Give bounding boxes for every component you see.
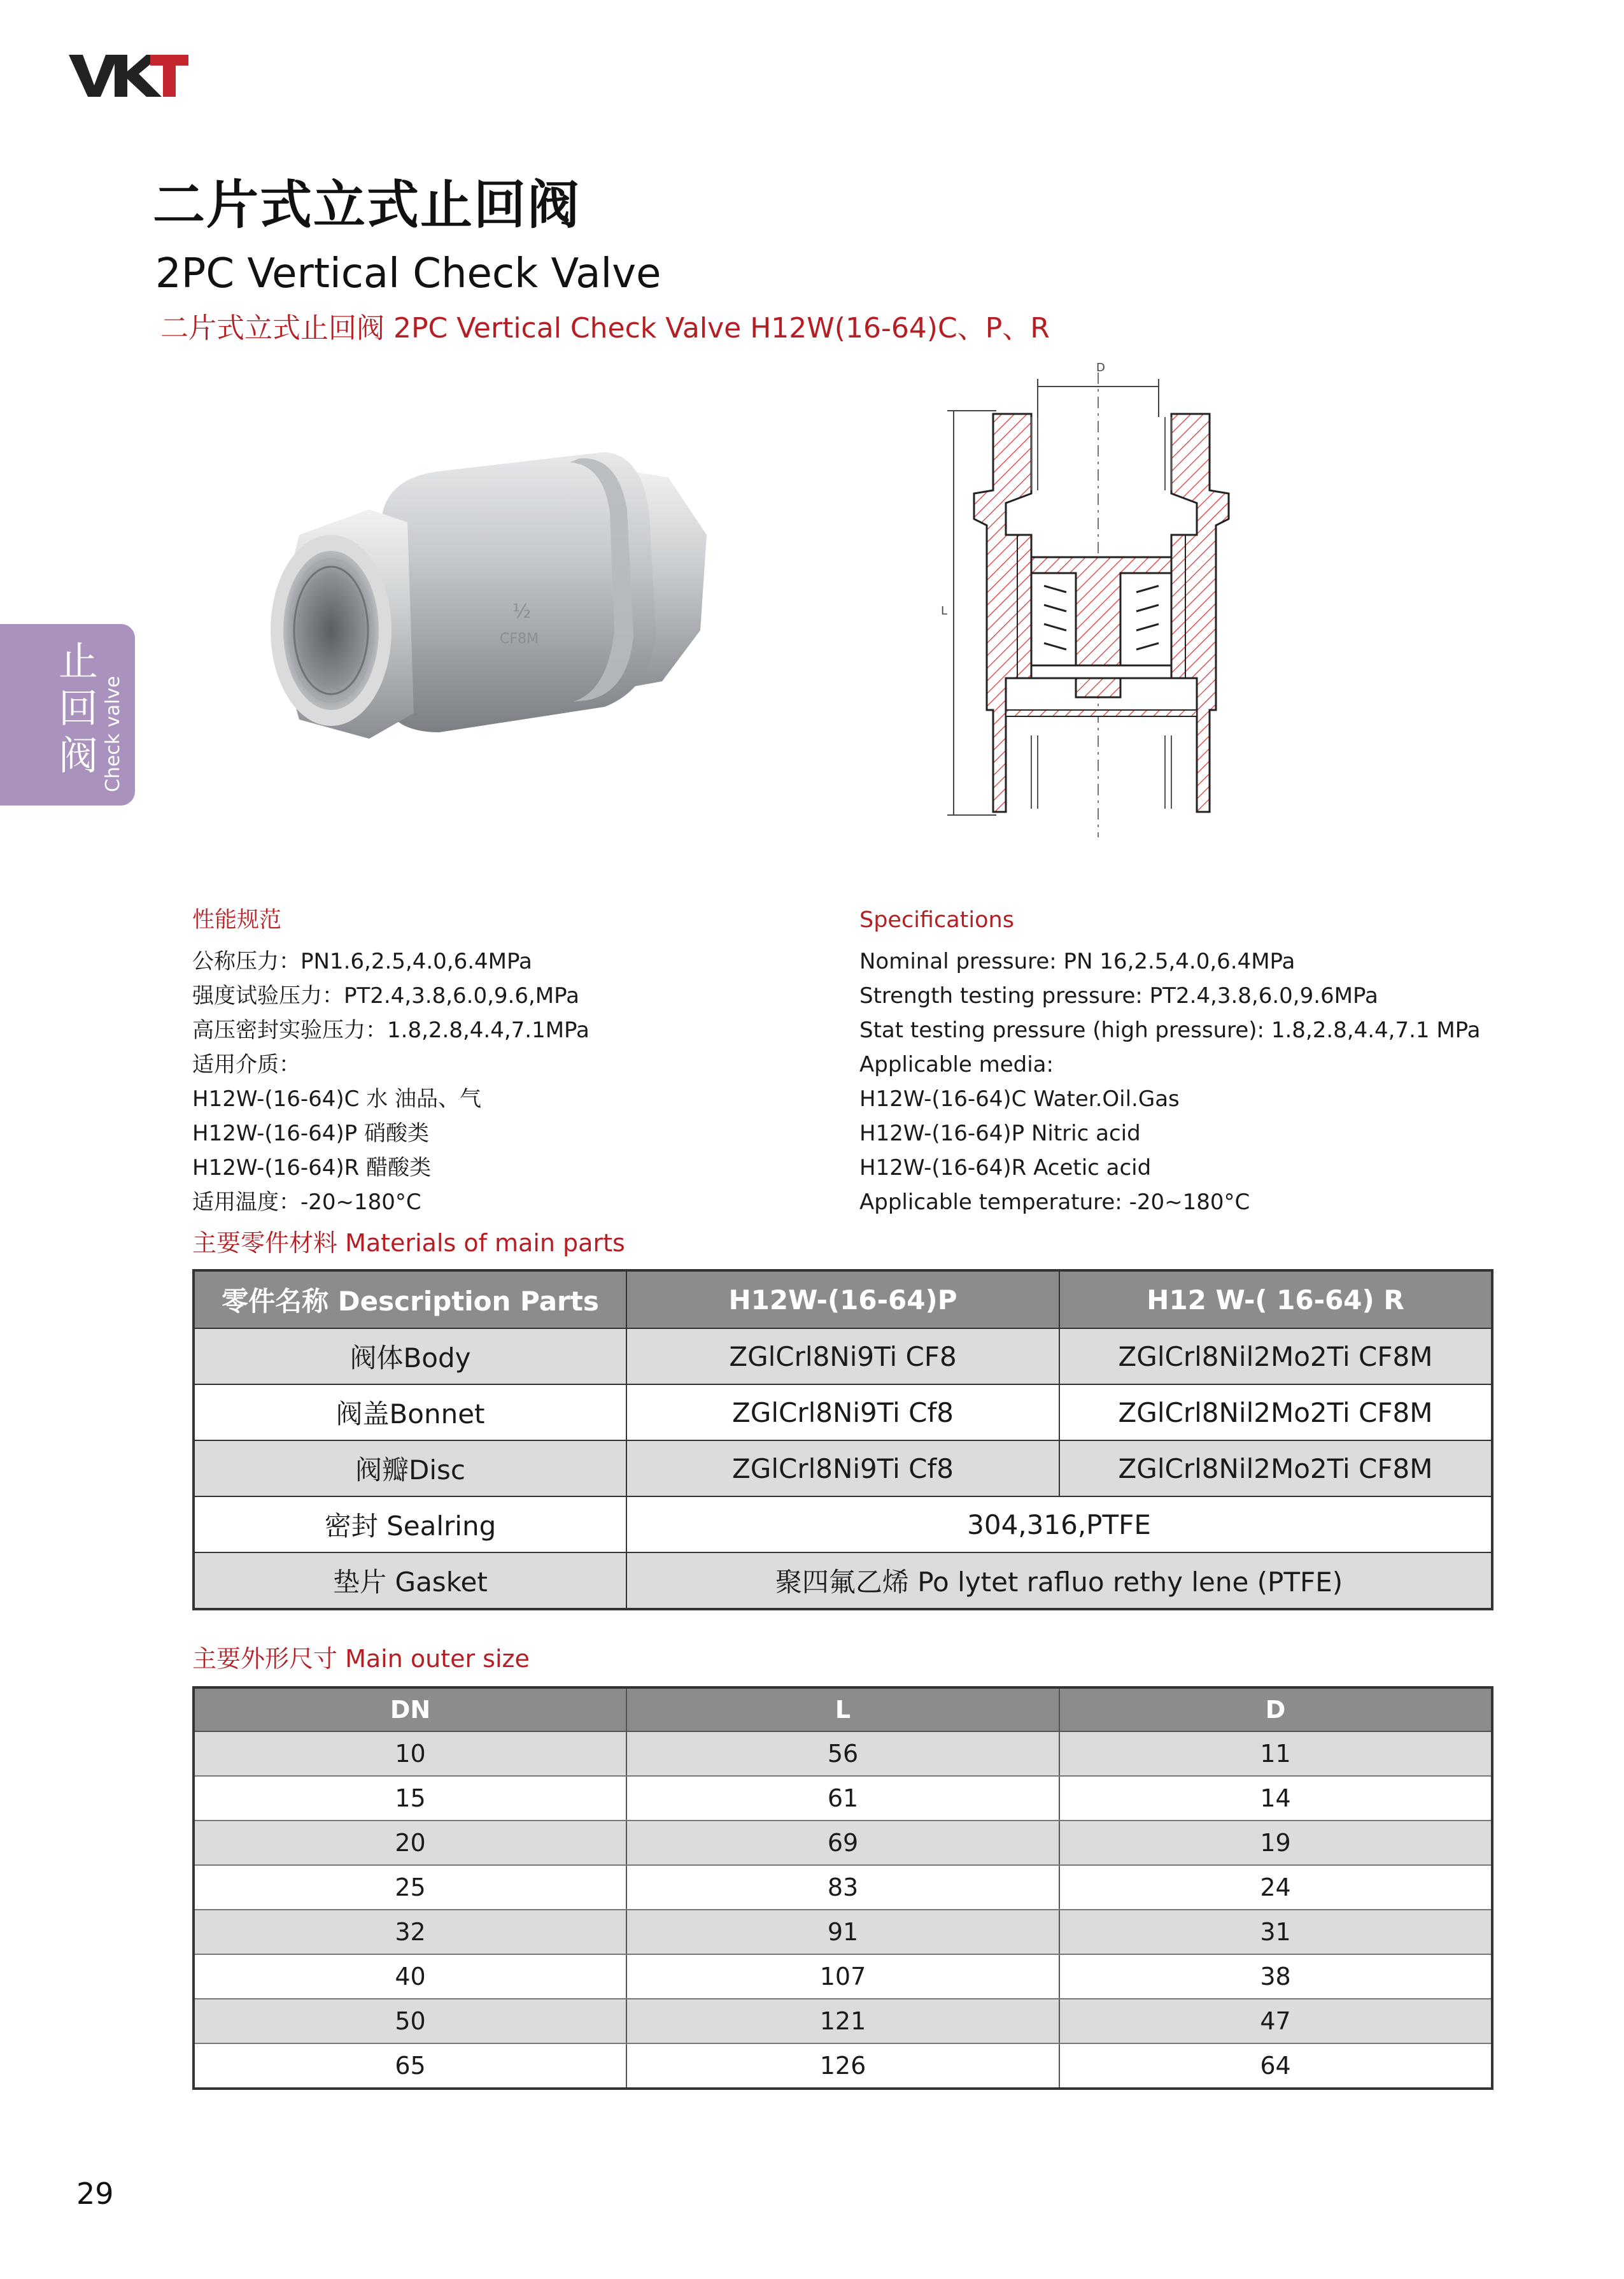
table-cell: 19 [1059,1821,1492,1865]
size-section-label: 主要外形尺寸 Main outer size [192,1645,530,1673]
spec-cn-line: 适用介质： [192,1052,300,1077]
table-cell: 32 [194,1910,626,1954]
table-header-cell: D [1059,1687,1492,1731]
table-header-cell: H12W-(16-64)P [626,1270,1059,1328]
table-row [194,1552,1492,1609]
table-cell: 69 [626,1821,1059,1865]
table-cell: 61 [626,1776,1059,1821]
dimension-label-l: L [941,604,948,618]
spec-en-line: H12W-(16-64)C Water.Oil.Gas [859,1086,1180,1112]
table-cell: 密封 Sealring [194,1496,626,1552]
table-cell: 阀盖Bonnet [194,1384,626,1440]
table-header-cell: 零件名称 Description Parts [194,1270,626,1328]
table-header-cell: H12 W-( 16-64) R [1059,1270,1492,1328]
table-row [194,1910,1492,1954]
table-cell: ZGlCrl8Nil2Mo2Ti CF8M [1059,1384,1492,1440]
table-cell: 126 [626,2043,1059,2089]
spec-cn-line: H12W-(16-64)R 醋酸类 [192,1155,432,1181]
specifications-en [859,909,1480,1219]
materials-table [192,1269,1493,1610]
table-cell: 50 [194,1999,626,2043]
table-row [194,1328,1492,1384]
body-marking-size: ½ [512,600,532,623]
page-title-cn: 二片式立式止回阀 [153,175,581,236]
table-row [194,1865,1492,1910]
spec-cn-line: 公称压力：PN1.6,2.5,4.0,6.4MPa [192,949,532,974]
table-cell: 20 [194,1821,626,1865]
table-cell: 40 [194,1954,626,1999]
table-cell: 83 [626,1865,1059,1910]
table-row [194,1496,1492,1552]
table-row [194,1731,1492,1776]
spec-en-line: Nominal pressure: PN 16,2.5,4.0,6.4MPa [859,949,1296,974]
table-cell: 聚四氟乙烯 Po lytet rafluo rethy lene (PTFE) [626,1552,1492,1609]
spec-cn-line: H12W-(16-64)C 水 油品、气 [192,1086,482,1112]
table-cell: 107 [626,1954,1059,1999]
table-header-cell: DN [194,1687,626,1731]
spec-en-line: H12W-(16-64)P Nitric acid [859,1121,1141,1146]
spec-cn-heading: 性能规范 [192,907,282,933]
table-row [194,1384,1492,1440]
table-cell: 121 [626,1999,1059,2043]
table-cell: ZGlCrl8Ni9Ti Cf8 [626,1384,1059,1440]
table-header-row [194,1687,1492,1731]
materials-section-label: 主要零件材料 Materials of main parts [192,1229,625,1257]
table-cell: 38 [1059,1954,1492,1999]
table-cell: 25 [194,1865,626,1910]
specifications-cn [192,909,590,1219]
table-cell: 31 [1059,1910,1492,1954]
table-row [194,1440,1492,1496]
table-header-row [194,1270,1492,1328]
page-number: 29 [76,2176,114,2211]
spec-en-line: Strength testing pressure: PT2.4,3.8,6.0,9.6MPa [859,983,1378,1009]
table-cell: ZGlCrl8Ni9Ti Cf8 [626,1440,1059,1496]
table-cell: 65 [194,2043,626,2089]
table-cell: 47 [1059,1999,1492,2043]
page-title-en: 2PC Vertical Check Valve [155,250,661,297]
table-cell: ZGlCrl8Nil2Mo2Ti CF8M [1059,1328,1492,1384]
table-cell: 11 [1059,1731,1492,1776]
side-tab-label-cn: 止回阀 [58,638,98,779]
table-cell: 304,316,PTFE [626,1496,1492,1552]
table-row [194,1954,1492,1999]
spec-en-line: Stat testing pressure (high pressure): 1.8,2.8,4.4,7.1 MPa [859,1018,1481,1043]
category-side-tab [0,624,135,806]
table-cell: ZGlCrl8Ni9Ti CF8 [626,1328,1059,1384]
page-subtitle: 二片式立式止回阀 2PC Vertical Check Valve H12W(16-64)C、P、R [160,312,1050,344]
spec-en-line: H12W-(16-64)R Acetic acid [859,1155,1152,1181]
table-cell: 阀瓣Disc [194,1440,626,1496]
spec-cn-line: 高压密封实验压力：1.8,2.8,4.4,7.1MPa [192,1018,590,1043]
table-cell: 64 [1059,2043,1492,2089]
table-cell: 垫片 Gasket [194,1552,626,1609]
table-row [194,1999,1492,2043]
spec-en-line: Applicable temperature: -20~180°C [859,1189,1250,1215]
dimension-label-d: D [1096,361,1105,374]
table-cell: 91 [626,1910,1059,1954]
spec-en-heading: Specifications [859,907,1014,933]
size-table [192,1686,1493,2090]
table-row [194,2043,1492,2089]
table-cell: 阀体Body [194,1328,626,1384]
table-cell: ZGlCrl8Nil2Mo2Ti CF8M [1059,1440,1492,1496]
spec-cn-line: 适用温度：-20~180°C [192,1189,421,1215]
table-cell: 10 [194,1731,626,1776]
table-cell: 14 [1059,1776,1492,1821]
table-row [194,1821,1492,1865]
table-row [194,1776,1492,1821]
body-marking-material: CF8M [500,631,539,647]
spec-cn-line: 强度试验压力：PT2.4,3.8,6.0,9.6,MPa [192,983,579,1009]
spec-cn-line: H12W-(16-64)P 硝酸类 [192,1121,429,1146]
table-header-cell: L [626,1687,1059,1731]
vkt-logo [69,51,190,101]
table-cell: 15 [194,1776,626,1821]
table-cell: 24 [1059,1865,1492,1910]
section-drawing [936,353,1267,850]
side-tab-label-en: Check valve [102,676,124,792]
table-cell: 56 [626,1731,1059,1776]
product-photo [261,439,726,751]
spec-en-line: Applicable media: [859,1052,1054,1077]
